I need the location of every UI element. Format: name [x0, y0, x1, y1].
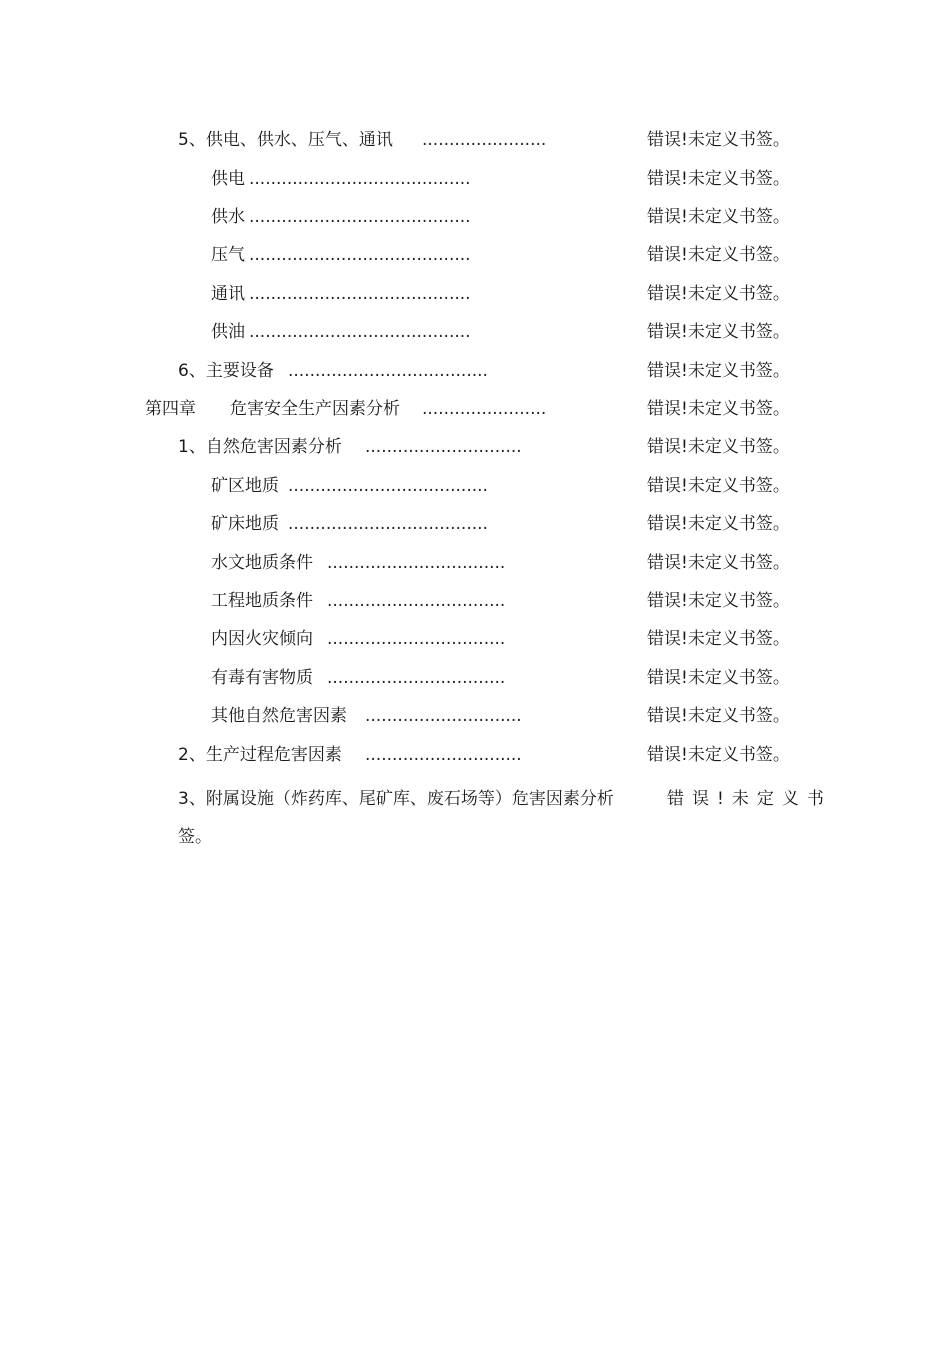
toc-leader-dots: .........................................	[249, 284, 471, 304]
toc-page-ref-continued: 签。	[178, 827, 212, 847]
toc-entry-title: 其他自然危害因素	[211, 706, 347, 726]
toc-page-ref: 错误!未定义书签。	[647, 169, 790, 189]
toc-page-ref: 错误!未定义书签。	[647, 668, 790, 688]
toc-entry-title: 供油	[211, 322, 245, 342]
toc-leader-dots: .................................	[327, 591, 506, 611]
toc-entry-title: 供水	[211, 207, 245, 227]
toc-entry-title: 矿床地质	[211, 514, 279, 534]
toc-leader-dots: .................................	[327, 668, 506, 688]
toc-entry-title: 矿区地质	[211, 476, 279, 496]
toc-page-ref: 错误!未定义书签。	[647, 745, 790, 765]
toc-leader-dots: .........................................	[249, 169, 471, 189]
toc-entry-title: 水文地质条件	[211, 553, 313, 573]
toc-entry-title: 1、自然危害因素分析	[178, 437, 342, 457]
toc-page-ref: 错误!未定义书签。	[647, 322, 790, 342]
toc-page-ref: 错误!未定义书签。	[647, 130, 790, 150]
toc-leader-dots: .............................	[365, 437, 522, 457]
toc-page-ref: 错误!未定义书签。	[647, 437, 790, 457]
toc-page-ref: 错误!未定义书签。	[647, 399, 790, 419]
toc-page-ref: 错误!未定义书签。	[647, 284, 790, 304]
toc-page-ref: 错误!未定义书签。	[647, 514, 790, 534]
toc-entry-title: 2、生产过程危害因素	[178, 745, 342, 765]
toc-leader-dots: .........................................	[249, 207, 471, 227]
toc-leader-dots: .......................	[422, 130, 547, 150]
toc-entry-title: 压气	[211, 245, 245, 265]
toc-page-ref: 错误!未定义书签。	[647, 476, 790, 496]
toc-leader-dots: .................................	[327, 629, 506, 649]
toc-entry-title: 有毒有害物质	[211, 668, 313, 688]
toc-page-ref: 错误!未定义书签。	[647, 706, 790, 726]
toc-leader-dots: .........................................	[249, 245, 471, 265]
toc-entry-title: 6、主要设备	[178, 361, 274, 381]
toc-entry-title: 供电	[211, 169, 245, 189]
toc-leader-dots: .....................................	[288, 476, 488, 496]
toc-leader-dots: .....................................	[288, 514, 488, 534]
toc-entry-title: 3、附属设施（炸药库、尾矿库、废石场等）危害因素分析	[178, 789, 614, 809]
toc-page-ref: 错误!未定义书签。	[647, 553, 790, 573]
toc-entry-wrapped[interactable]	[178, 780, 832, 847]
toc-page-ref: 错误!未定义书签。	[647, 245, 790, 265]
toc-entry-title: 第四章 危害安全生产因素分析	[145, 399, 400, 419]
toc-entry-title: 工程地质条件	[211, 591, 313, 611]
toc-page-ref: 错误!未定义书签。	[647, 361, 790, 381]
toc-entry-title: 通讯	[211, 284, 245, 304]
toc-leader-dots: .....................................	[288, 361, 488, 381]
toc-leader-dots: .......................	[422, 399, 547, 419]
toc-page-ref: 错误!未定义书签。	[647, 207, 790, 227]
toc-entry-title: 内因火灾倾向	[211, 629, 313, 649]
toc-entry-title: 5、供电、供水、压气、通讯	[178, 130, 393, 150]
toc-page-ref: 错误!未定义书签。	[647, 629, 790, 649]
toc-leader-dots: .............................	[365, 706, 522, 726]
toc-leader-dots: .................................	[327, 553, 506, 573]
toc-page-ref: 错误!未定义书	[667, 789, 832, 809]
toc-page-ref: 错误!未定义书签。	[647, 591, 790, 611]
toc-leader-dots: .............................	[365, 745, 522, 765]
toc-leader-dots: .........................................	[249, 322, 471, 342]
